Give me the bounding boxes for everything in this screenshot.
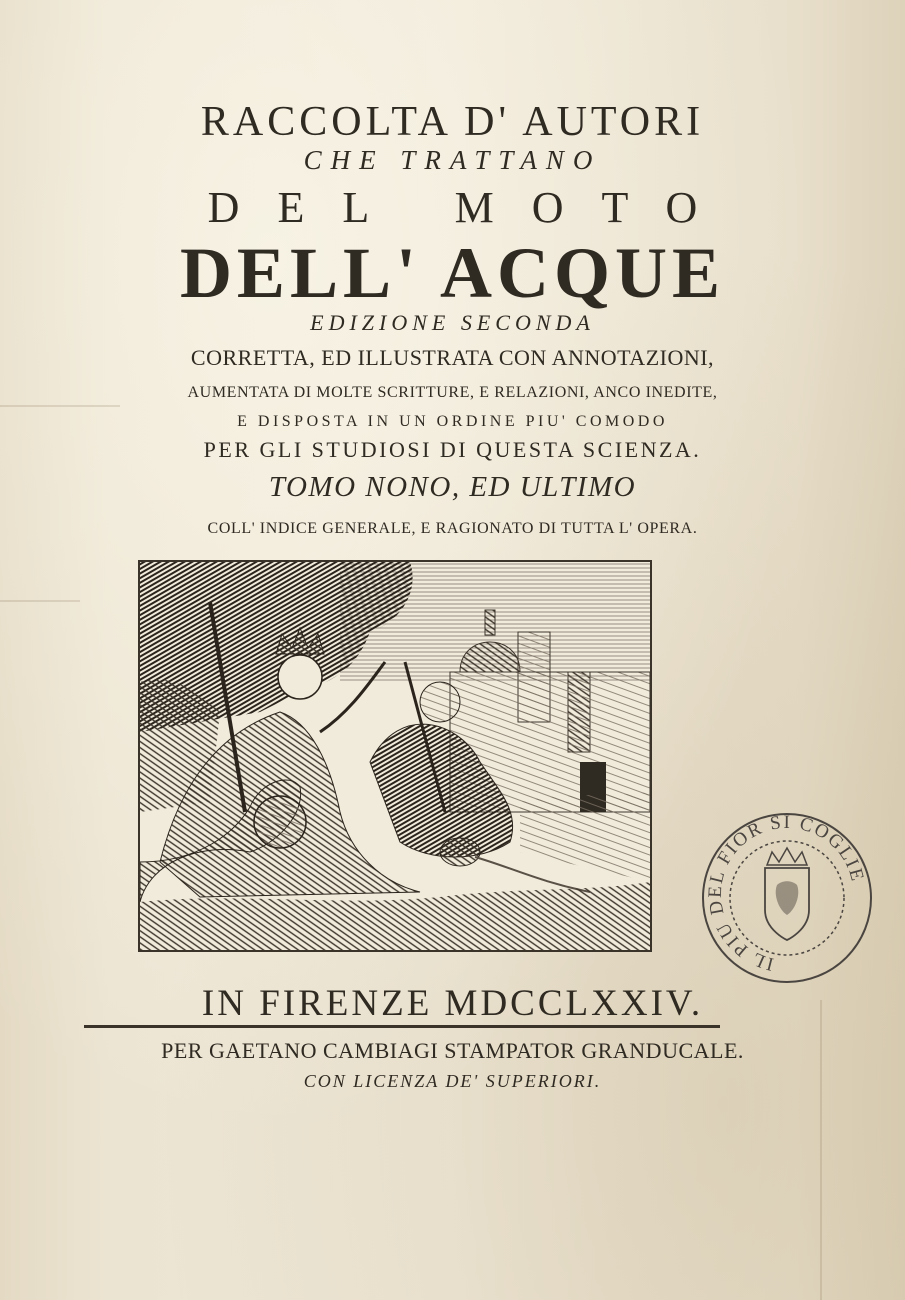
divider-rule bbox=[84, 1025, 720, 1028]
description-line-4: PER GLI STUDIOSI DI QUESTA SCIENZA. bbox=[203, 437, 702, 462]
engraving-illustration bbox=[140, 562, 650, 950]
main-title: DELL' ACQUE bbox=[179, 233, 726, 313]
stamp-seal-graphic bbox=[697, 810, 877, 986]
index-note: COLL' INDICE GENERALE, E RAGIONATO DI TUTTA L' OPERA. bbox=[207, 520, 698, 537]
description-line-2: AUMENTATA DI MOLTE SCRITTURE, E RELAZIONI, ANCO INEDITE, bbox=[187, 384, 718, 401]
license-line: CON LICENZA DE' SUPERIORI. bbox=[303, 1071, 602, 1091]
title-line-1: RACCOLTA D' AUTORI bbox=[200, 99, 705, 145]
edition-line: EDIZIONE SECONDA bbox=[310, 310, 595, 335]
title-line-2: CHE TRATTANO bbox=[303, 145, 602, 175]
paper-crease bbox=[0, 405, 120, 407]
engraved-vignette bbox=[138, 560, 652, 952]
volume-line: TOMO NONO, ED ULTIMO bbox=[268, 471, 637, 503]
paper-crease bbox=[0, 600, 80, 602]
svg-text:IL PIU DEL FIOR SI COGLIE: IL PIU DEL FIOR SI COGLIE bbox=[704, 811, 869, 975]
imprint-place-date: IN FIRENZE MDCCLXXIV. bbox=[201, 983, 704, 1024]
library-stamp bbox=[697, 810, 877, 986]
title-line-3: DEL MOTO bbox=[207, 183, 736, 232]
description-line-1: CORRETTA, ED ILLUSTRATA CON ANNOTAZIONI, bbox=[190, 345, 715, 370]
description-line-3: E DISPOSTA IN UN ORDINE PIU' COMODO bbox=[237, 413, 668, 430]
printer-line: PER GAETANO CAMBIAGI STAMPATOR GRANDUCALE. bbox=[161, 1038, 744, 1063]
